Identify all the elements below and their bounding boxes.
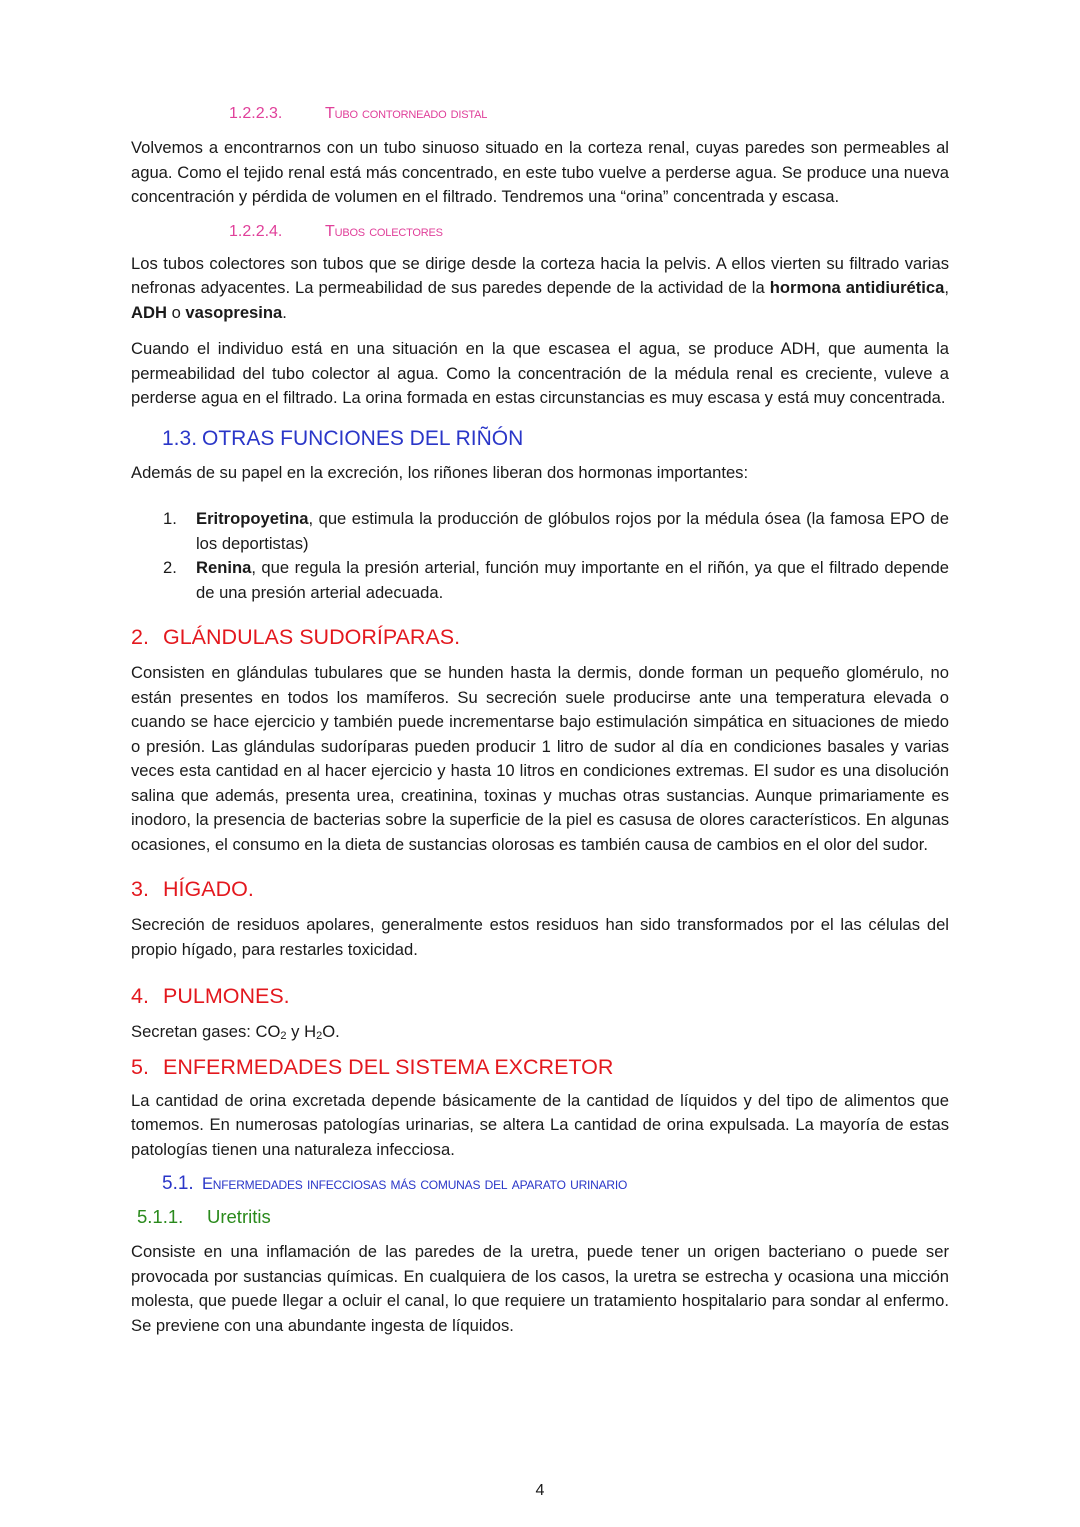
- heading-title: PULMONES.: [163, 984, 290, 1008]
- heading-2: [131, 623, 949, 651]
- heading-title: Tubo contorneado distal: [325, 105, 488, 122]
- text-run: , que estimula la producción de glóbulos rojos por la médula ósea (la famosa EPO de los deportistas): [196, 509, 949, 553]
- heading-title: ENFERMEDADES DEL SISTEMA EXCRETOR: [163, 1054, 614, 1079]
- paragraph-sweat-glands: Consisten en glándulas tubulares que se hunden hasta la dermis, donde forman un pequeño glomérulo, no están presentes en todos los mamíferos. Su secreción suele producirse ante una temperatura elevada o cuando se hace ejercicio y también puede incrementarse bajo estimulación simpática en situaciones de miedo o presión. Las glándulas sudoríparas pueden producir 1 litro de sudor al día en condiciones basales y varias veces esta cantidad en al hacer ejercicio y hasta 10 litros en condiciones extremas. El sudor es una disolución salina que además, presenta urea, creatinina, toxinas y muchas otras sustancias. Aunque primariamente es inodoro, la presencia de bacterias sobre la superficie de la piel es casusa de olores característicos. En algunas ocasiones, el consumo en la dieta de sustancias olorosas es también causa de cambios en el olor del sudor.: [131, 663, 949, 854]
- list-number: 1.: [163, 509, 177, 528]
- text-run: .: [282, 302, 287, 322]
- heading-number: 5.: [131, 1054, 149, 1079]
- heading-number: 1.2.2.3.: [229, 105, 283, 122]
- heading-title: HÍGADO.: [163, 877, 254, 901]
- paragraph-adh-effect: Cuando el individuo está en una situación en la que escasea el agua, se produce ADH, que aumenta la permeabilidad del tubo colector al agua. Como la concentración de la médula renal es creciente, vuleve a perderse agua en el filtrado. La orina formada en estas circunstancias es muy escasa y está muy concentrada.: [131, 339, 949, 407]
- bold-term-antidiuretic: hormona antidiurética: [769, 278, 945, 297]
- paragraph-other-functions: Además de su papel en la excreción, los riñones liberan dos hormonas importantes:: [131, 462, 749, 482]
- heading-1-3: [131, 425, 949, 453]
- bold-term-vasopressin: vasopresina: [185, 302, 283, 322]
- heading-title: GLÁNDULAS SUDORÍPARAS.: [163, 625, 461, 649]
- bold-term: Eritropoyetina: [196, 509, 309, 528]
- page-number: 4: [535, 1482, 545, 1499]
- list-text: [196, 507, 949, 556]
- heading-title: Tubos colectores: [325, 222, 443, 240]
- bold-term-adh: ADH: [131, 302, 167, 322]
- paragraph-liver: Secreción de residuos apolares, generalmente estos residuos han sido transformados por el las células del propio hígado, para restarles toxicidad.: [131, 915, 949, 959]
- paragraph-collecting-tubes: [131, 252, 949, 326]
- list-item: [131, 556, 949, 605]
- hormones-list: [131, 507, 949, 605]
- heading-1-2-2-3: [131, 102, 949, 126]
- text-run: Secretan gases: CO: [131, 1022, 281, 1041]
- text-run: y H: [286, 1022, 317, 1041]
- list-item: [131, 507, 949, 556]
- heading-5-1: [131, 1172, 949, 1196]
- text-run: o: [166, 302, 186, 322]
- heading-number: 5.1.: [162, 1173, 194, 1194]
- heading-title: OTRAS FUNCIONES DEL RIÑÓN: [202, 426, 524, 450]
- subscript: 2: [280, 1030, 287, 1042]
- subscript: 2: [316, 1030, 323, 1042]
- heading-5: [131, 1053, 949, 1081]
- heading-title: Uretritis: [207, 1206, 271, 1227]
- paragraph-distal-tube: Volvemos a encontrarnos con un tubo sinuoso situado en la corteza renal, cuyas paredes son permeables al agua. Como el tejido renal está más concentrado, en este tubo vuelve a perderse agua. Se produce una nueva concentración y pérdida de volumen en el filtrado. Tendremos una “orina” concentrada y escasa.: [131, 138, 949, 206]
- heading-number: 1.2.2.4.: [229, 222, 283, 240]
- heading-number: 3.: [131, 877, 149, 901]
- heading-number: 4.: [131, 984, 149, 1008]
- paragraph-urethritis: Consiste en una inflamación de las paredes de la uretra, puede tener un origen bacteriano o puede ser provocada por sustancias químicas. En cualquiera de los casos, la uretra se estrecha y ocasiona una micción molesta, que puede llegar a ocluir el canal, lo que requiere un tratamiento hospitalario para sondar al enfermo. Se previene con una abundante ingesta de líquidos.: [131, 1242, 949, 1335]
- heading-title: Enfermedades infecciosas más comunas del aparato urinario: [202, 1175, 628, 1193]
- list-number: 2.: [163, 558, 177, 577]
- document-page: [131, 100, 949, 1338]
- bold-term: Renina: [196, 558, 252, 577]
- text-run: ,: [944, 278, 949, 297]
- text-run: , que regula la presión arterial, función muy importante en el riñón, ya que el filtrado depende de una presión arterial adecuada.: [196, 558, 949, 602]
- paragraph-lungs: [131, 1020, 949, 1045]
- heading-number: 5.1.1.: [137, 1206, 184, 1227]
- heading-4: [131, 982, 949, 1010]
- heading-5-1-1: [131, 1204, 949, 1230]
- heading-number: 2.: [131, 625, 149, 649]
- list-text: [196, 556, 949, 605]
- heading-number: 1.3.: [162, 426, 198, 450]
- heading-3: [131, 875, 949, 903]
- text-run: Los tubos colectores son tubos que se dirige desde la corteza hacia la pelvis. A ellos vierten su filtrado varias nefronas adyacentes. La permeabilidad de sus paredes depende de la actividad de la: [131, 253, 949, 297]
- paragraph-diseases: La cantidad de orina excretada depende básicamente de la cantidad de líquidos y del tipo de alimentos que tomemos. En numerosas patologías urinarias, se altera La cantidad de orina expulsada. La mayoría de estas patologías tienen una naturaleza infecciosa.: [131, 1090, 949, 1159]
- text-run: O.: [322, 1022, 340, 1041]
- heading-1-2-2-4: [131, 220, 949, 244]
